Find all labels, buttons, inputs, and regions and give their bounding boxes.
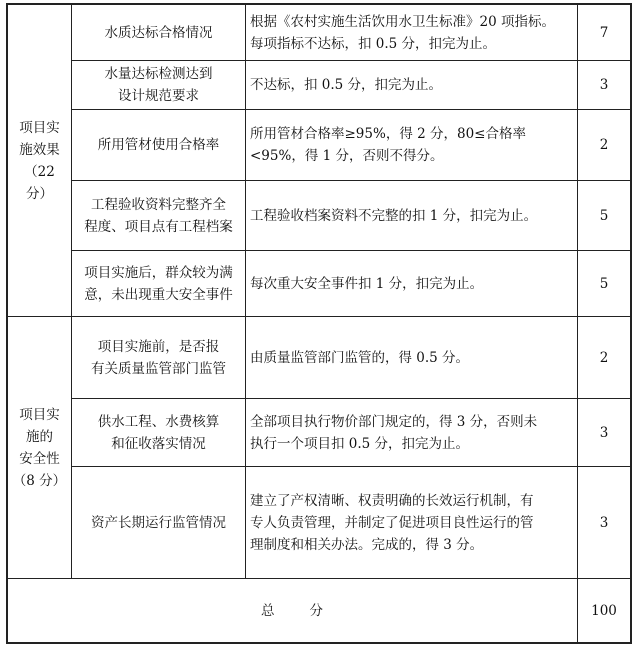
points-cell: 3 <box>578 467 631 579</box>
standard-cell <box>246 181 578 251</box>
item-cell <box>72 110 246 181</box>
table-row <box>8 61 631 110</box>
table-row <box>8 317 631 399</box>
total-label-a: 总 <box>261 602 276 619</box>
item-line: 项目实施前，是否报 <box>97 338 220 355</box>
category-cell-effect <box>8 5 72 317</box>
standard-line: 由质量监管部门监管的，得 0.5 分。 <box>250 349 470 366</box>
category-cell-safety <box>8 317 72 579</box>
item-line: 有关质量监管部门监管 <box>91 360 226 377</box>
table-row <box>8 467 631 579</box>
table-row <box>8 5 631 61</box>
standard-cell <box>246 110 578 181</box>
standard-line: 建立了产权清晰、权责明确的长效运行机制，有 <box>250 492 534 509</box>
item-line: 意，未出现重大安全事件 <box>84 286 233 303</box>
standard-cell <box>246 399 578 467</box>
total-label-cell <box>8 579 578 643</box>
points-cell: 7 <box>578 5 631 61</box>
points-cell: 2 <box>578 110 631 181</box>
standard-cell <box>246 467 578 579</box>
total-row <box>8 579 631 643</box>
standard-line: 每项指标不达标，扣 0.5 分，扣完为止。 <box>250 35 497 52</box>
category-line: （22 分） <box>24 163 55 202</box>
points-cell: 5 <box>578 181 631 251</box>
table-row <box>8 251 631 317</box>
item-cell <box>72 399 246 467</box>
total-label-b: 分 <box>309 602 324 619</box>
standard-line: 理制度和相关办法。完成的，得 3 分。 <box>250 536 484 553</box>
standard-cell <box>246 5 578 61</box>
item-line: 水质达标合格情况 <box>104 24 213 41</box>
category-line: 施的 <box>26 428 53 445</box>
item-cell <box>72 251 246 317</box>
table-row <box>8 110 631 181</box>
points-cell: 5 <box>578 251 631 317</box>
category-line: 项目实 <box>19 119 60 136</box>
standard-line: 执行一个项目扣 0.5 分，扣完为止。 <box>250 435 470 452</box>
points-cell: 3 <box>578 61 631 110</box>
standard-line: 专人负责管理，并制定了促进项目良性运行的管 <box>250 514 534 531</box>
category-line: （8 分） <box>12 472 67 489</box>
item-line: 水量达标检测达到 <box>104 66 213 82</box>
item-line: 资产长期运行监管情况 <box>91 514 226 531</box>
standard-line: <95%，得 1 分，否则不得分。 <box>250 148 444 164</box>
scoring-table <box>7 4 631 643</box>
standard-line: 不达标，扣 0.5 分，扣完为止。 <box>250 77 443 93</box>
points-cell: 2 <box>578 317 631 399</box>
points-cell: 3 <box>578 399 631 467</box>
item-cell <box>72 317 246 399</box>
item-line: 和征收落实情况 <box>111 435 206 452</box>
standard-line: 每次重大安全事件扣 1 分，扣完为止。 <box>250 275 484 292</box>
category-line: 项目实 <box>19 406 60 423</box>
standard-cell <box>246 251 578 317</box>
standard-line: 所用管材合格率≥95%，得 2 分，80≤合格率 <box>250 126 526 142</box>
table-row <box>8 181 631 251</box>
item-line: 所用管材使用合格率 <box>97 137 220 153</box>
item-line: 程度、项目点有工程档案 <box>84 218 233 235</box>
item-line: 设计规范要求 <box>118 88 199 104</box>
category-line: 施效果 <box>19 141 60 158</box>
total-points-cell: 100 <box>578 579 631 643</box>
item-line: 供水工程、水费核算 <box>97 413 220 430</box>
standard-line: 根据《农村实施生活饮用水卫生标准》20 项指标。 <box>250 13 555 30</box>
item-cell <box>72 467 246 579</box>
item-cell <box>72 61 246 110</box>
standard-line: 工程验收档案资料不完整的扣 1 分，扣完为止。 <box>250 207 538 224</box>
category-line: 安全性 <box>19 450 60 467</box>
item-cell <box>72 5 246 61</box>
item-line: 工程验收资料完整齐全 <box>91 196 226 213</box>
standard-cell <box>246 61 578 110</box>
item-cell <box>72 181 246 251</box>
standard-cell <box>246 317 578 399</box>
table-row <box>8 399 631 467</box>
standard-line: 全部项目执行物价部门规定的，得 3 分，否则未 <box>250 413 538 430</box>
item-line: 项目实施后，群众较为满 <box>84 264 233 281</box>
